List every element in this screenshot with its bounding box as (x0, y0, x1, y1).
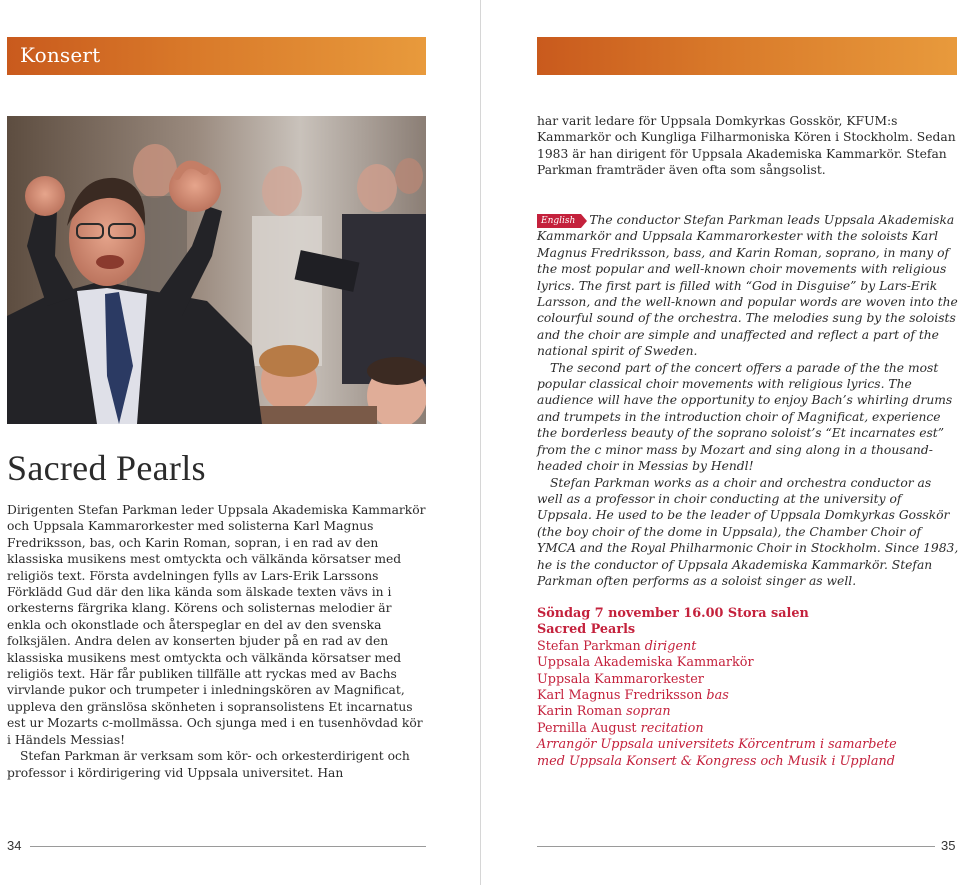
swedish-paragraph: Stefan Parkman är verksam som kör- och orkesterdirigent och professor i kördirigering vid Uppsala universitet. Han (7, 749, 410, 780)
credit-role: sopran (626, 704, 671, 720)
page-number-right: 35 (941, 838, 956, 853)
article-headline: Sacred Pearls (7, 448, 206, 488)
credit-conductor (537, 639, 959, 655)
organizer-text: Arrangör Uppsala universitets Körcentrum i samarbete (537, 737, 897, 753)
credit-reciter (537, 721, 959, 737)
credit-bass (537, 688, 959, 704)
credit-name: Pernilla August (537, 720, 637, 736)
concert-title: Sacred Pearls (537, 622, 636, 638)
english-tag: English (537, 214, 581, 228)
english-paragraph (537, 212, 959, 360)
concert-date: Söndag 7 november 16.00 Stora salen (537, 606, 809, 621)
credit-orchestra: Uppsala Kammarorkester (537, 671, 704, 687)
section-title: Konsert (20, 43, 101, 67)
section-banner-right (537, 37, 957, 75)
english-paragraph: Stefan Parkman works as a choir and orchestra conductor as well as a professor in choir conducting at the university of Uppsala. He used to be the leader of Uppsala Domkyrkas Gosskör (the boy choir of the dome in Uppsala), the Chamber Choir of YMCA and the Royal Philharmonic Choir in Stockholm. Since 1983, he is the conductor of Uppsala Akademiska Kammarkör. Stefan Parkman often performs as a soloist singer as well. (537, 475, 959, 588)
english-paragraph: The second part of the concert offers a parade of the the most popular classical choir movements with religious lyrics. The audience will have the opportunity to enjoy Bach’s whirling drums and trumpets in the introduction choir of Magnificat, experience the borderless beauty of the soprano soloist’s “Et incarnates est” from the c minor mass by Mozart and sing along in a thousand-headed choir in Messias by Hendl! (537, 360, 953, 474)
credit-role: bas (706, 688, 729, 704)
organizer-text: med Uppsala Konsert & Kongress och Musik i Uppland (537, 753, 895, 769)
page-number-left: 34 (7, 838, 22, 853)
section-banner (7, 37, 426, 75)
credit-name: Stefan Parkman (537, 638, 641, 654)
english-summary (537, 212, 959, 589)
credit-role: recitation (640, 720, 704, 736)
english-paragraph-text: The conductor Stefan Parkman leads Uppsala Akademiska Kammarkör and Uppsala Kammarorkester with the soloists Karl Magnus Fredriksson, bass, and Karin Roman, soprano, in many of the most popular and well-known choir movements with religious lyrics. The first part is filled with “God in Disguise” by Lars-Erik Larsson, and the well-known and popular words are woven into the colourful sound of the orchestra. The melodies sung by the soloists and the choir are simple and unaffected and reflect a part of the national spirit of Sweden. (537, 213, 958, 359)
footer-rule-left (30, 846, 426, 847)
swedish-body-text (7, 502, 429, 781)
organizer-line (537, 754, 959, 770)
conductor-photo (7, 116, 426, 424)
page-spine (480, 0, 481, 885)
credit-role: dirigent (644, 638, 697, 654)
concert-credits (537, 606, 959, 770)
swedish-paragraph: Dirigenten Stefan Parkman leder Uppsala Akademiska Kammarkör och Uppsala Kammarorkester med solisterna Karl Magnus Fredriksson, bas, och Karin Roman, sopran, i en rad av den klassiska musikens mest omtyckta och välkända körsatser med religiös text. Första avdelningen fylls av Lars-Erik Larssons Förklädd Gud där den lika kända som älskade texten vävs in i orkesterns färgrika klang. Körens och solisternas melodier är enkla och okonstlade och återspeglar en del av den svenska folksjälen. Andra delen av konserten bjuder på en rad av den klassiska musikens mest omtyckta och välkända körsatser med religiös text. Här får publiken tillfälle att ryckas med av Bachs virvlande pukor och trumpeter i inledningskören av Magnificat, uppleva den gränslösa skönheten i sopransolistens Et incarnatus est ur Mozarts c-mollmässa. Och sjunga med i en tusenhövdad kör i Händels Messias! (7, 503, 426, 747)
credit-soprano (537, 704, 959, 720)
credit-choir: Uppsala Akademiska Kammarkör (537, 655, 754, 671)
credit-name: Karl Magnus Fredriksson (537, 688, 703, 704)
footer-rule-right (537, 846, 935, 847)
conductor-photo-illustration (7, 116, 426, 424)
swedish-paragraph-continued: har varit ledare för Uppsala Domkyrkas Gosskör, KFUM:s Kammarkör och Kungliga Filharmoniska Kören i Stockholm. Sedan 1983 är han dirigent för Uppsala Akademiska Kammarkör. Stefan Parkman framträder även ofta som sångsolist. (537, 114, 956, 178)
swedish-body-continued (537, 113, 959, 179)
organizer-line (537, 737, 959, 753)
credit-name: Karin Roman (537, 704, 623, 720)
